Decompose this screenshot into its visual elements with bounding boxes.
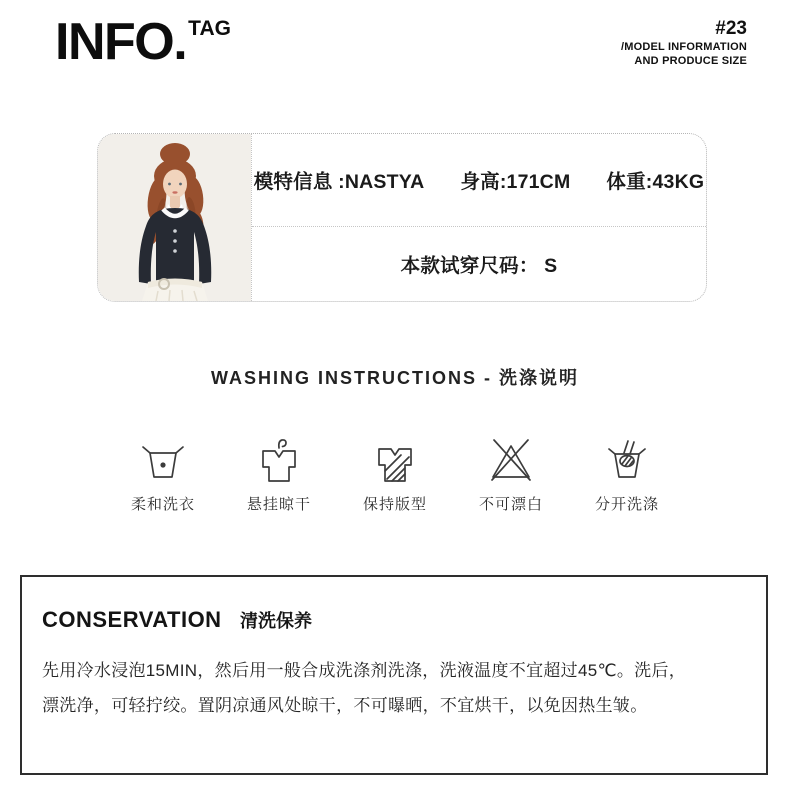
header [55,13,747,71]
washing-item-gentle-wash [117,431,209,514]
washing-item-label: 分开洗涤 [594,496,659,513]
no-bleach-icon [487,431,535,483]
conservation-text-line-2: 漂洗净，可轻拧绞。置阴凉通风处晾干，不可曝晒，不宜烘干，以免因热生皱。 [42,696,648,715]
washing-item-separate-wash [581,431,673,514]
separate-wash-icon [603,431,651,483]
header-subtitle-line-1: /MODEL INFORMATION [620,40,747,53]
conservation-title-zh: 清洗保养 [240,611,313,631]
conservation-title [42,607,746,633]
model-photo [98,134,252,301]
brand-logo [55,13,231,71]
model-height: 身高:171CM [460,171,571,193]
washing-item-label: 保持版型 [362,496,427,513]
keep-shape-icon [371,431,419,483]
fit-size-text: 本款试穿尺码： S [400,255,558,277]
washing-title: WASHING INSTRUCTIONS - 洗涤说明 [211,368,579,388]
model-stats-row [252,134,706,227]
header-subtitle-line-2: AND PRODUCE SIZE [634,55,747,68]
logo-main-text: INFO. [55,13,187,71]
washing-item-label: 悬挂晾干 [246,496,311,513]
logo-sup-text: TAG [188,17,231,40]
model-name: 模特信息 :NASTYA [253,171,425,193]
hang-dry-icon [255,431,303,483]
washing-item-no-bleach [465,431,557,514]
page-number: #23 [715,18,747,39]
page-index-block [621,16,747,69]
washing-item-hang-dry [233,431,325,514]
fit-size-row [252,227,706,301]
washing-item-keep-shape [349,431,441,514]
washing-item-label: 不可漂白 [478,496,543,513]
model-info-card [97,133,707,302]
model-details [252,134,706,301]
gentle-wash-icon [139,431,187,483]
model-weight: 体重:43KG [606,171,705,193]
conservation-box [20,575,768,775]
model-photo-illustration [98,134,251,301]
washing-item-label: 柔和洗衣 [130,496,195,513]
conservation-title-en: CONSERVATION [42,607,222,632]
washing-icons-row [117,431,673,514]
conservation-text-line-1: 先用冷水浸泡15MIN，然后用一般合成洗涤剂洗涤，洗液温度不宜超过45℃。洗后， [42,661,687,680]
